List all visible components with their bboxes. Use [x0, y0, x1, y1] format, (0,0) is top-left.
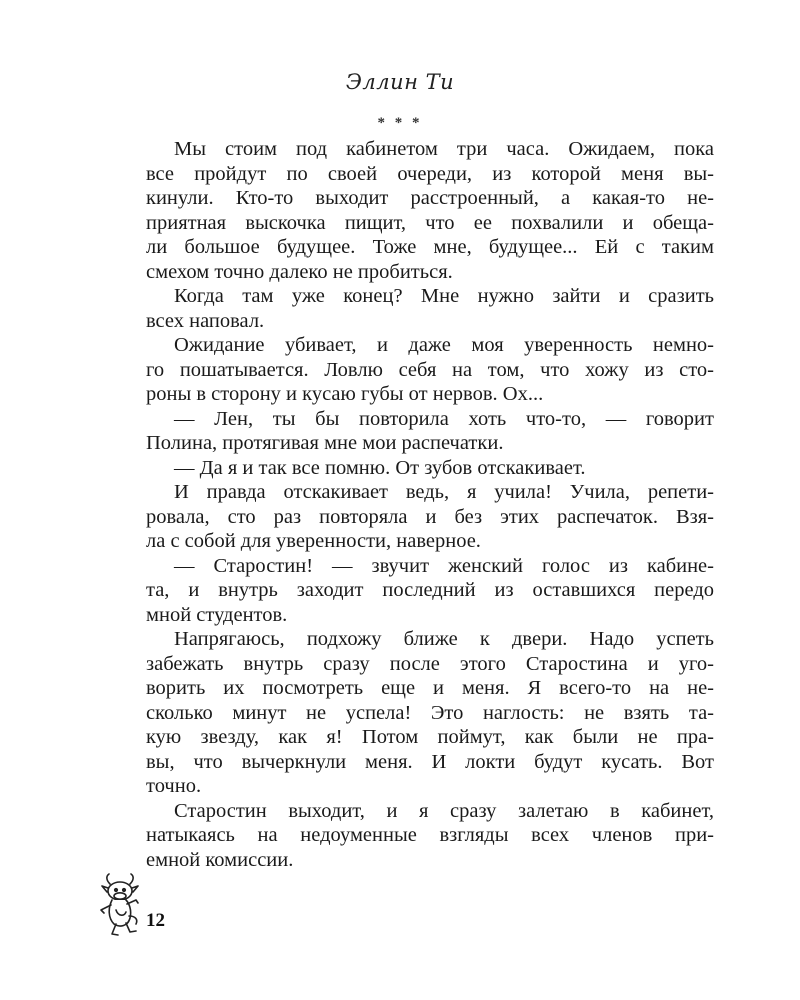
text-line: — Да я и так все помню. От зубов отскакивает.: [174, 456, 586, 479]
page-number: 12: [146, 910, 165, 931]
page-footer: [96, 872, 216, 942]
text-line: Напрягаюсь, подхожу ближе к двери. Надо успеть: [174, 628, 714, 650]
section-divider: * * *: [377, 115, 423, 131]
text-line: всех наповал.: [146, 309, 265, 332]
text-line: приятная выскочка пищит, что ее похвалили и обеща-: [146, 211, 714, 234]
text-line: натыкаясь на недоуменные взгляды всех членов при-: [146, 824, 714, 846]
text-line: ровала, сто раз повторяла и без этих распечаток. Взя-: [146, 505, 714, 528]
text-line: го пошатывается. Ловлю себя на том, что хожу из сто-: [146, 358, 714, 381]
text-line: смехом точно далеко не пробиться.: [146, 260, 453, 283]
text-line: ворить их посмотреть еще и меня. Я всего-то на не-: [146, 677, 714, 699]
running-title: Эллин Ти: [345, 70, 455, 94]
text-line: И правда отскакивает ведь, я учила! Учила, репети-: [174, 481, 714, 503]
text-line: Ожидание убивает, и даже моя уверенность немно-: [174, 334, 714, 356]
text-line: кую звезду, как я! Потом поймут, как были не пра-: [146, 726, 714, 748]
body-text: [146, 137, 714, 872]
text-line: Старостин выходит, и я сразу залетаю в кабинет,: [174, 799, 714, 822]
text-line: — Старостин! — звучит женский голос из кабине-: [174, 554, 714, 577]
text-line: та, и внутрь заходит последний из оставшихся передо: [146, 579, 714, 601]
text-line: забежать внутрь сразу после этого Старостина и уго-: [146, 652, 714, 675]
text-line: Когда там уже конец? Мне нужно зайти и сразить: [174, 285, 714, 307]
text-line: Мы стоим под кабинетом три часа. Ожидаем, пока: [174, 138, 714, 160]
text-line: ли большое будущее. Тоже мне, будущее... Ей с таким: [146, 236, 714, 258]
text-line: все пройдут по своей очереди, из которой меня вы-: [146, 162, 714, 185]
text-line: Полина, протягивая мне мои распечатки.: [146, 432, 504, 454]
text-line: кинули. Кто-то выходит расстроенный, а какая-то не-: [146, 187, 714, 209]
text-line: точно.: [146, 775, 202, 797]
text-line: ла с собой для уверенности, наверное.: [146, 530, 481, 552]
text-line: роны в сторону и кусаю губы от нервов. Ох...: [146, 383, 544, 405]
text-line: вы, что вычеркнули меня. И локти будут кусать. Вот: [146, 750, 714, 773]
text-line: сколько минут не успела! Это наглость: не взять та-: [146, 701, 714, 724]
text-line: мной студентов.: [146, 603, 288, 626]
text-line: емной комиссии.: [146, 848, 294, 871]
text-line: — Лен, ты бы повторила хоть что-то, — говорит: [174, 407, 714, 430]
